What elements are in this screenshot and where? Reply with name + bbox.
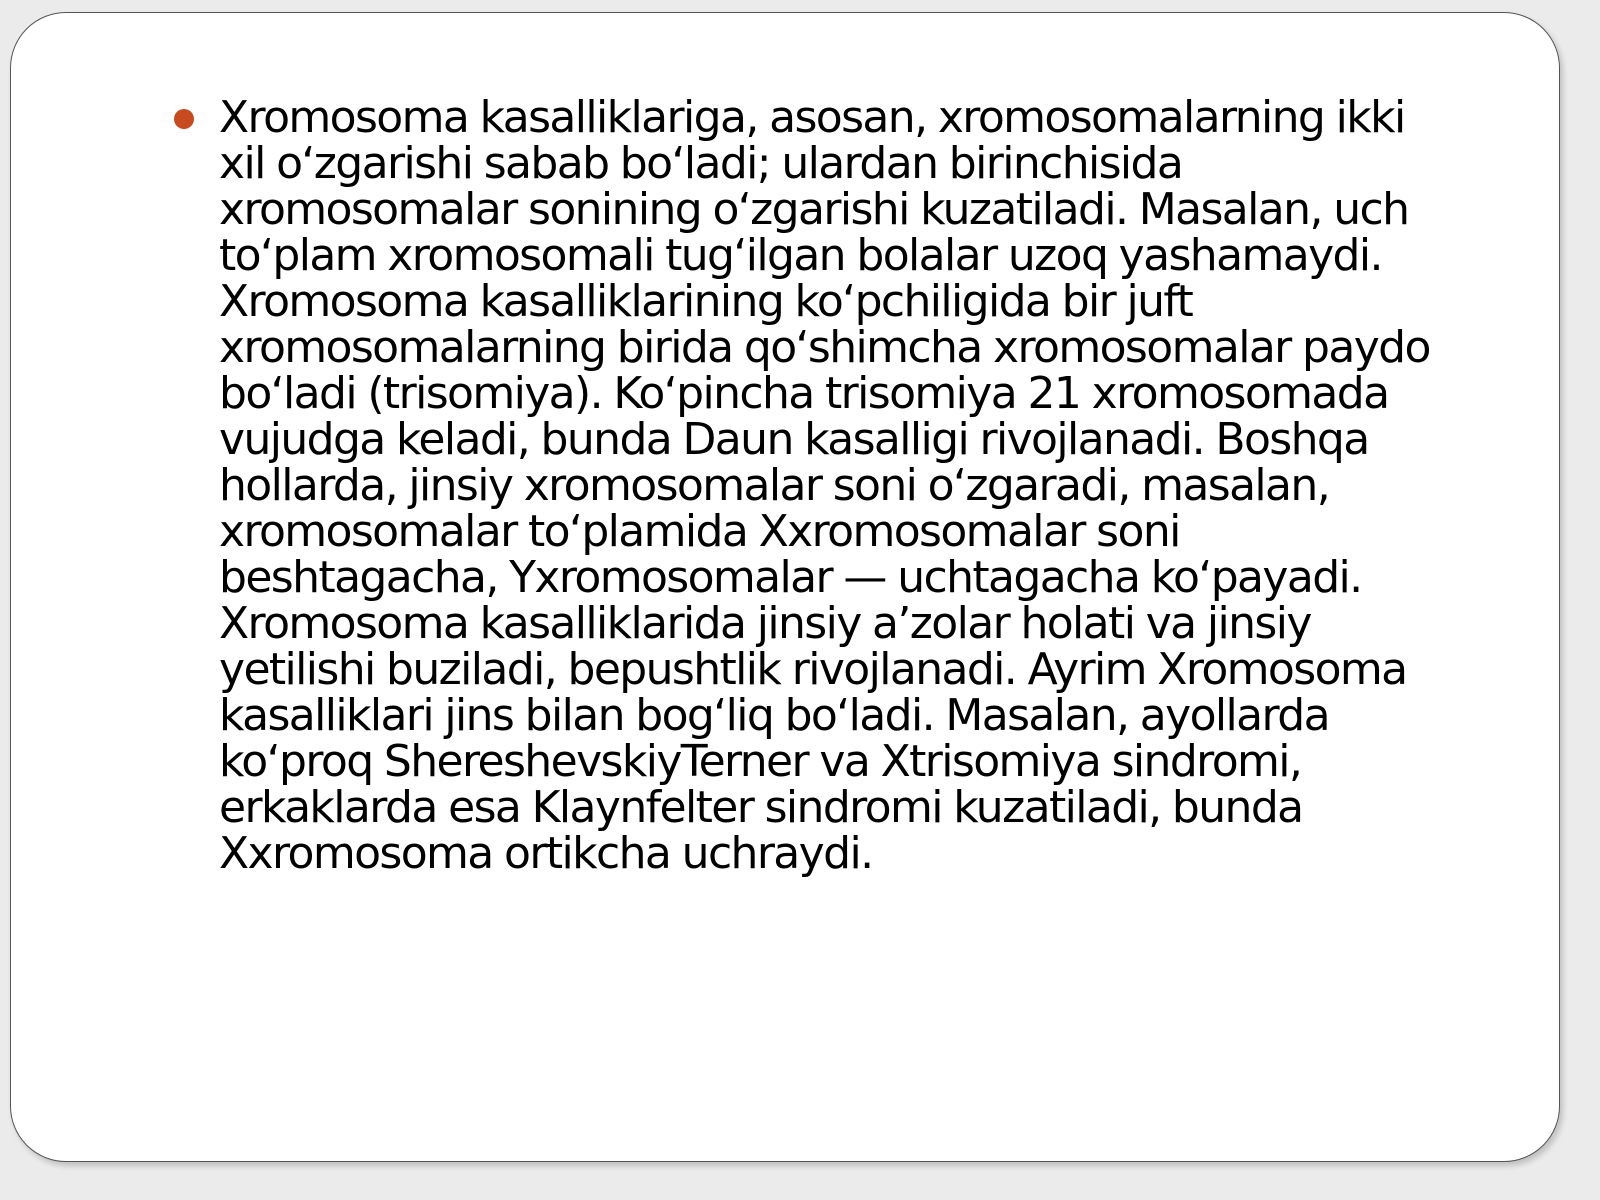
bullet-paragraph: Xromosoma kasalliklariga, asosan, xromosomalarning ikki xil oʻzgarishi sabab boʻladi; ulardan birinchisida xromosomalar sonining oʻzgarishi kuzatiladi. Masalan, uch toʻplam xromosomali tugʻilgan bolalar uzoq yashamaydi. Xromosoma kasalliklarining koʻpchiligida bir juft xromosomalarning birida qoʻshimcha xromosomalar paydo boʻladi (trisomiya). Koʻpincha trisomiya 21 xromosomada vujudga keladi, bunda Daun kasalligi rivojlanadi. Boshqa hollarda, jinsiy xromosomalar soni oʻzgaradi, masalan, xromosomalar toʻplamida Xxromosomalar soni beshtagacha, Yxromosomalar — uchtagacha koʻpayadi. Xromosoma kasalliklarida jinsiy aʼzolar holati va jinsiy yetilishi buziladi, bepushtlik rivojlanadi. Ayrim Xromosoma kasalliklari jins bilan bogʻliq boʻladi. Masalan, ayollarda koʻproq ShereshevskiyTerner va Xtrisomiya sindromi, erkaklarda esa Klaynfelter sindromi kuzatiladi, bunda Xxromosoma ortikcha uchraydi. xyxy=(219,92,1430,879)
bullet-dot-icon xyxy=(174,109,194,129)
slide xyxy=(10,12,1560,1162)
